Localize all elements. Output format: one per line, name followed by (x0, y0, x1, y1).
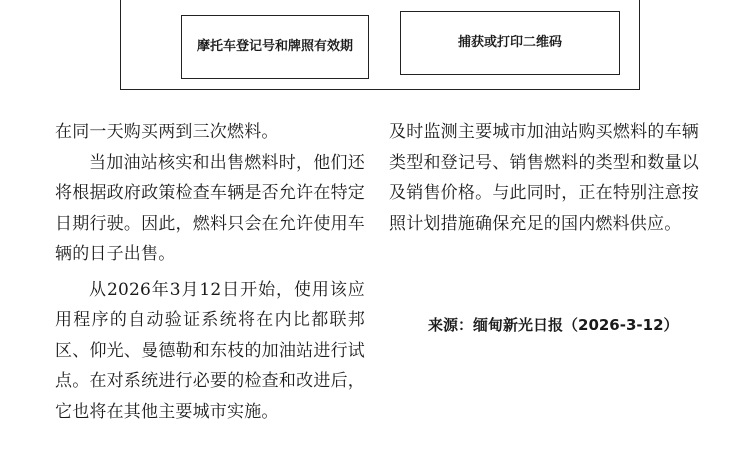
left-column (55, 117, 365, 427)
right-paragraph-1: 及时监测主要城市加油站购买燃料的车辆类型和登记号、销售燃料的类型和数量以及销售价格。与此同时，正在特别注意按照计划措施确保充足的国内燃料供应。 (389, 122, 699, 234)
source-attribution: 来源：缅甸新光日报（2026-3-12） (428, 316, 679, 334)
qr-code-label: 捕获或打印二维码 (457, 35, 562, 50)
motorcycle-registration-label: 摩托车登记号和牌照有效期 (196, 39, 353, 54)
right-column (389, 117, 699, 239)
left-paragraph-1: 在同一天购买两到三次燃料。 (55, 122, 279, 142)
left-paragraph-3: 从2026年3月12日开始，使用该应用程序的自动验证系统将在内比都联邦区、仰光、曼德勒和东枝的加油站进行试点。在对系统进行必要的检查和改进后，它也将在其他主要城市实施。 (55, 279, 365, 422)
left-paragraph-2: 当加油站核实和出售燃料时，他们还将根据政府政策检查车辆是否允许在特定日期行驶。因此，燃料只会在允许使用车辆的日子出售。 (55, 152, 365, 264)
process-diagram-frame (120, 0, 640, 90)
qr-code-box (400, 11, 620, 75)
motorcycle-registration-box (181, 15, 369, 79)
